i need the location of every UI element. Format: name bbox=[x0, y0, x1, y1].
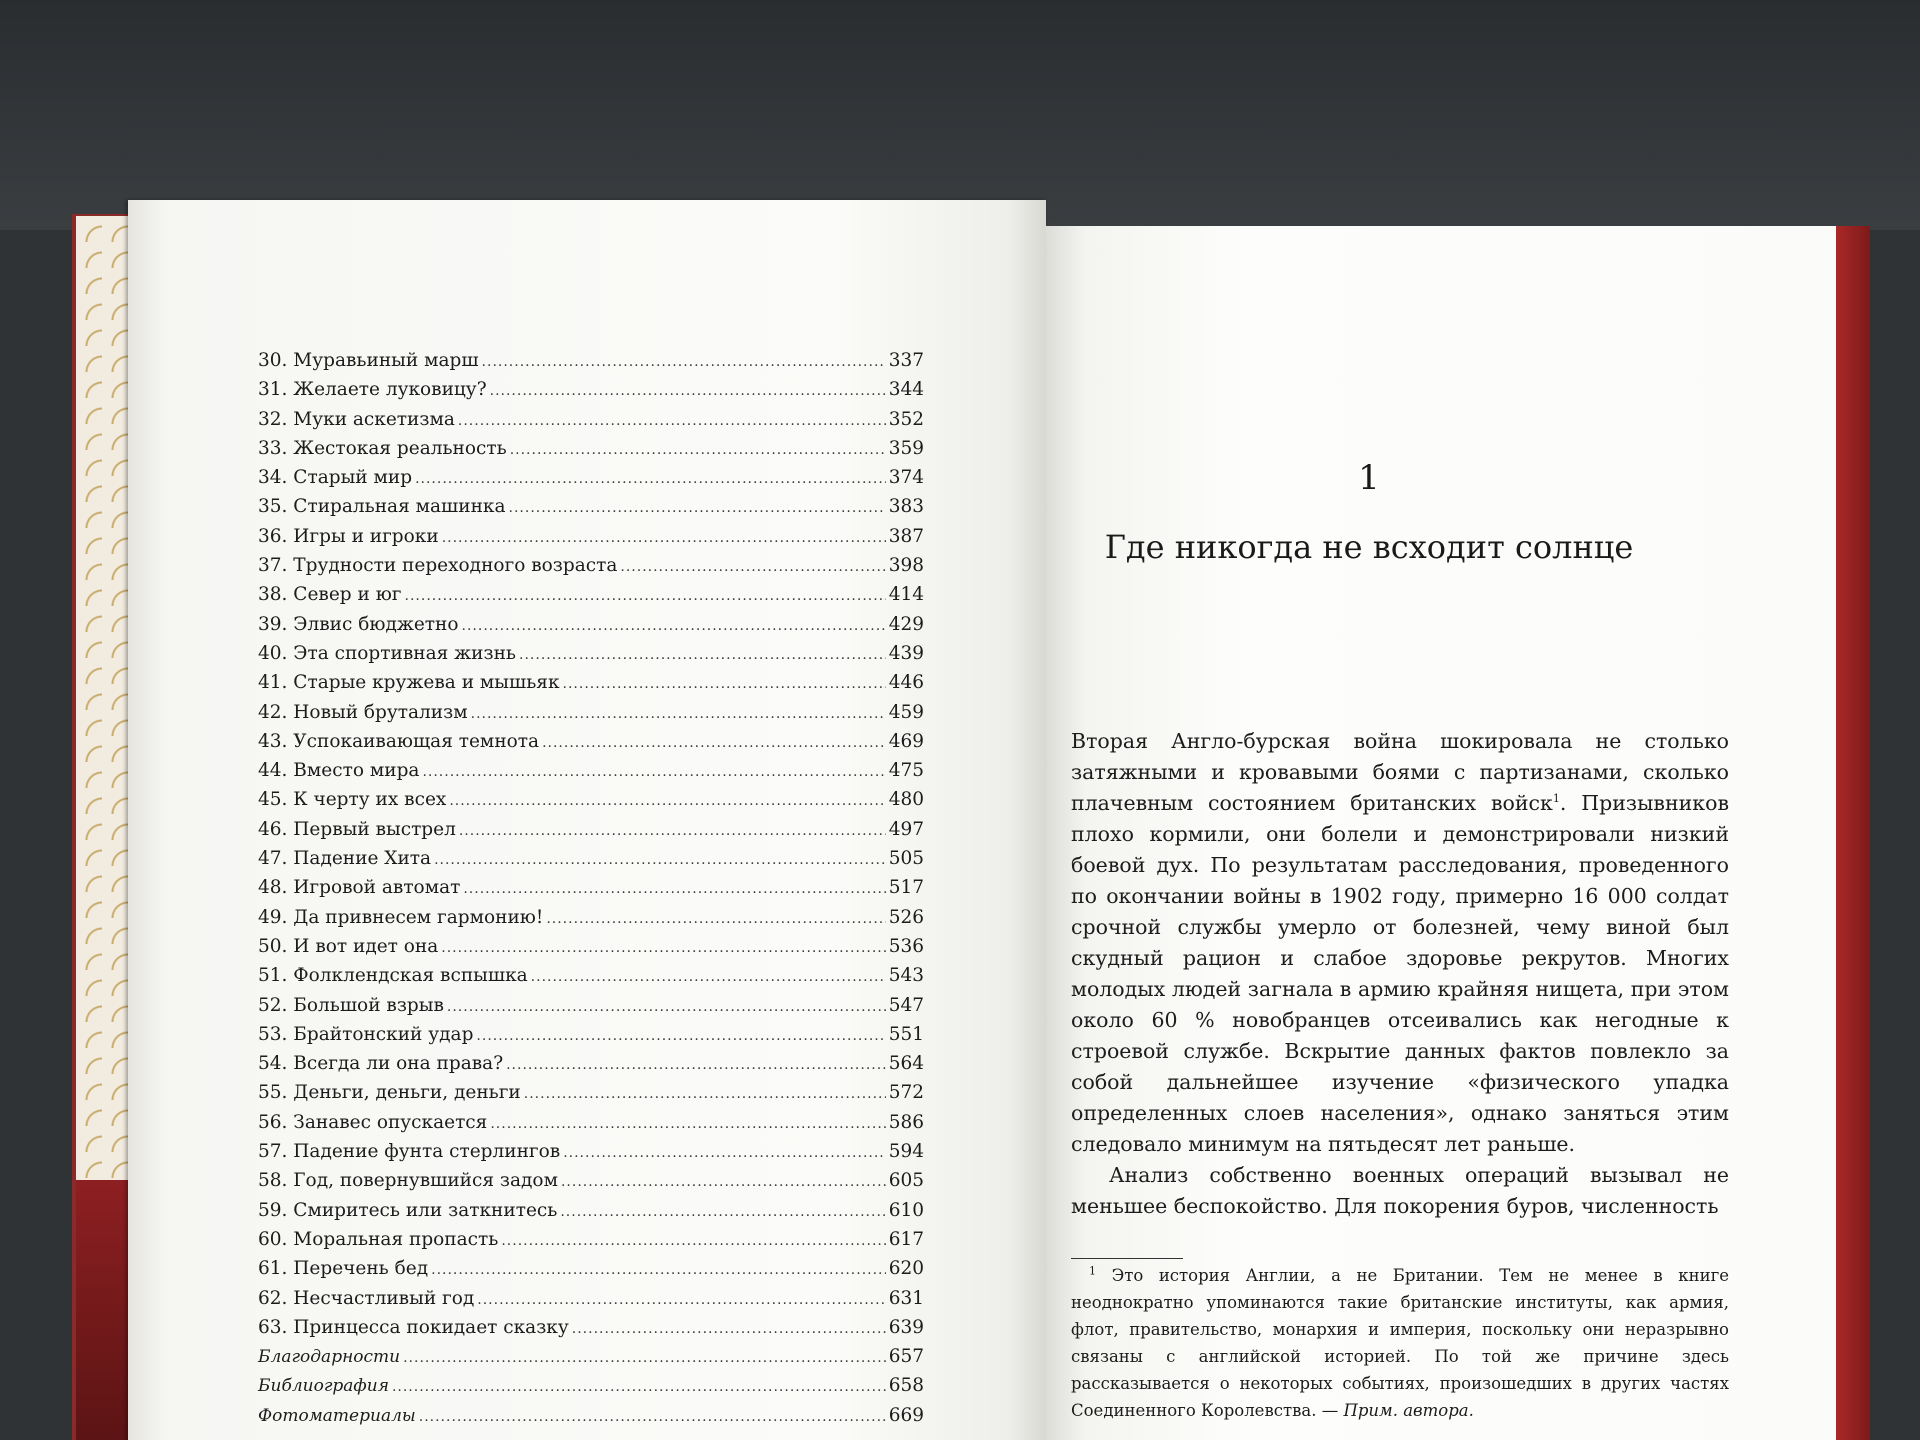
toc-entry-page: 374 bbox=[888, 467, 924, 489]
toc-leader-dots bbox=[563, 676, 886, 692]
toc-entry-page: 639 bbox=[888, 1316, 924, 1338]
toc-entry-title: 49. Да привнесем гармонию! bbox=[258, 906, 544, 928]
footnote-text: Это история Англии, а не Британии. Тем не менее в книге неоднократно упоминаются такие британские институты, как армия, флот, правительство, монархия и империя, поскольку они неразрывно связаны с английской историей. По той же причине здесь рассказывается о некоторых событиях, произошедших в других частях Соединенного Королевства. — bbox=[1071, 1266, 1729, 1420]
toc-leader-dots bbox=[449, 793, 885, 809]
background-shadow bbox=[0, 0, 1920, 230]
toc-entry-page: 398 bbox=[888, 555, 924, 577]
toc-entry-title: 44. Вместо мира bbox=[258, 760, 420, 782]
toc-row bbox=[258, 1024, 924, 1053]
book-cover-right bbox=[1832, 226, 1870, 1440]
toc-entry-title: 57. Падение фунта стерлингов bbox=[258, 1141, 561, 1163]
toc-entry-page: 475 bbox=[888, 760, 924, 782]
toc-leader-dots bbox=[471, 706, 886, 722]
toc-entry-page: 352 bbox=[888, 408, 924, 430]
table-of-contents bbox=[258, 350, 924, 1434]
toc-leader-dots bbox=[506, 1057, 886, 1073]
toc-row bbox=[258, 643, 924, 672]
toc-entry-title: 46. Первый выстрел bbox=[258, 818, 456, 840]
toc-row bbox=[258, 496, 924, 525]
toc-entry-title: 43. Успокаивающая темнота bbox=[258, 730, 540, 752]
toc-entry-title: 63. Принцесса покидает сказку bbox=[258, 1316, 569, 1338]
body-text-segment: . Призывников плохо кормили, они болели и демонстрировали низкий боевой дух. По результатам расследования, проведенного по окончании войны в 1902 году, примерно 16 000 солдат срочной службы умерло от болезней, чему виной был скудный рацион и слабое здоровье рекрутов. Многих молодых людей загнала в армию крайняя нищета, при этом около 60 % новобранцев отсеивались как негодные к строевой службе. Вскрытие данных фактов повлекло за собой дальнейшее изучение «физического упадка определенных слоев населения», однако заняться этим следовало минимум на пятьдесят лет раньше. bbox=[1071, 791, 1729, 1156]
toc-entry-title: 32. Муки аскетизма bbox=[258, 408, 455, 430]
toc-leader-dots bbox=[447, 999, 886, 1015]
toc-row bbox=[258, 965, 924, 994]
toc-entry-page: 657 bbox=[888, 1346, 924, 1368]
toc-leader-dots bbox=[560, 1204, 885, 1220]
toc-entry-page: 669 bbox=[888, 1404, 924, 1426]
toc-entry-page: 517 bbox=[888, 877, 924, 899]
toc-leader-dots bbox=[490, 1116, 885, 1132]
toc-entry-title: 38. Север и юг bbox=[258, 584, 402, 606]
toc-leader-dots bbox=[524, 1086, 886, 1102]
footnote-ref: 1 bbox=[1552, 792, 1560, 806]
toc-entry-page: 439 bbox=[888, 642, 924, 664]
toc-row bbox=[258, 614, 924, 643]
toc-entry-title: 37. Трудности переходного возраста bbox=[258, 555, 618, 577]
toc-entry-page: 526 bbox=[888, 906, 924, 928]
toc-leader-dots bbox=[441, 940, 885, 956]
toc-entry-title: 47. Падение Хита bbox=[258, 848, 432, 870]
toc-row bbox=[258, 1112, 924, 1141]
toc-row bbox=[258, 936, 924, 965]
toc-row bbox=[258, 995, 924, 1024]
toc-entry-title: 51. Фолклендская вспышка bbox=[258, 965, 528, 987]
toc-leader-dots bbox=[422, 764, 885, 780]
toc-entry-title: 50. И вот идет она bbox=[258, 935, 439, 957]
toc-entry-page: 536 bbox=[888, 935, 924, 957]
toc-entry-title: 48. Игровой автомат bbox=[258, 877, 461, 899]
toc-row bbox=[258, 819, 924, 848]
toc-entry-title: 61. Перечень бед bbox=[258, 1258, 429, 1280]
toc-leader-dots bbox=[482, 354, 886, 370]
toc-row bbox=[258, 526, 924, 555]
toc-row bbox=[258, 379, 924, 408]
toc-leader-dots bbox=[563, 1145, 886, 1161]
toc-entry-page: 429 bbox=[888, 613, 924, 635]
toc-entry-page: 337 bbox=[888, 350, 924, 371]
toc-row bbox=[258, 848, 924, 877]
chapter-body bbox=[1071, 726, 1729, 1222]
toc-entry-title: 52. Большой взрыв bbox=[258, 994, 444, 1016]
toc-row bbox=[258, 1375, 924, 1404]
toc-entry-page: 586 bbox=[888, 1111, 924, 1133]
toc-entry-page: 505 bbox=[888, 848, 924, 870]
toc-entry-page: 617 bbox=[888, 1228, 924, 1250]
toc-leader-dots bbox=[561, 1174, 886, 1190]
toc-leader-dots bbox=[546, 911, 885, 927]
toc-entry-page: 551 bbox=[888, 1023, 924, 1045]
toc-leader-dots bbox=[463, 881, 885, 897]
toc-entry-page: 594 bbox=[888, 1141, 924, 1163]
toc-leader-dots bbox=[519, 647, 886, 663]
chapter-number: 1 bbox=[1358, 458, 1380, 498]
toc-entry-title: 53. Брайтонский удар bbox=[258, 1023, 474, 1045]
toc-leader-dots bbox=[490, 383, 886, 399]
toc-row bbox=[258, 877, 924, 906]
toc-leader-dots bbox=[458, 413, 886, 429]
footnote-divider bbox=[1071, 1258, 1183, 1259]
toc-entry-title: 36. Игры и игроки bbox=[258, 525, 439, 547]
toc-entry-page: 446 bbox=[888, 672, 924, 694]
toc-entry-title: 56. Занавес опускается bbox=[258, 1111, 488, 1133]
toc-row bbox=[258, 1053, 924, 1082]
toc-leader-dots bbox=[405, 588, 886, 604]
toc-entry-page: 610 bbox=[888, 1199, 924, 1221]
toc-leader-dots bbox=[415, 471, 886, 487]
toc-row bbox=[258, 1170, 924, 1199]
toc-leader-dots bbox=[531, 969, 886, 985]
toc-entry-page: 658 bbox=[888, 1375, 924, 1397]
toc-entry-title: 39. Элвис бюджетно bbox=[258, 613, 459, 635]
toc-entry-page: 620 bbox=[888, 1258, 924, 1280]
toc-row bbox=[258, 907, 924, 936]
toc-entry-page: 631 bbox=[888, 1287, 924, 1309]
toc-leader-dots bbox=[419, 1409, 886, 1425]
toc-row bbox=[258, 1141, 924, 1170]
toc-entry-title: 45. К черту их всех bbox=[258, 789, 447, 811]
toc-entry-page: 572 bbox=[888, 1082, 924, 1104]
toc-row bbox=[258, 1229, 924, 1258]
toc-leader-dots bbox=[572, 1321, 886, 1337]
toc-row bbox=[258, 350, 924, 379]
body-text-segment: Вторая Англо-бурская война шокировала не столько затяжными и кровавыми боями с партизанами, сколько плачевным состоянием британских войск bbox=[1071, 729, 1729, 815]
toc-entry-page: 497 bbox=[888, 818, 924, 840]
toc-leader-dots bbox=[434, 852, 886, 868]
toc-row bbox=[258, 409, 924, 438]
toc-row bbox=[258, 438, 924, 467]
toc-entry-page: 605 bbox=[888, 1170, 924, 1192]
toc-row bbox=[258, 760, 924, 789]
toc-row bbox=[258, 1317, 924, 1346]
toc-entry-title: 59. Смиритесь или заткнитесь bbox=[258, 1199, 558, 1221]
toc-entry-title: Библиография bbox=[258, 1376, 389, 1397]
toc-entry-page: 564 bbox=[888, 1053, 924, 1075]
toc-entry-title: 58. Год, повернувшийся задом bbox=[258, 1170, 558, 1192]
toc-entry-title: 42. Новый брутализм bbox=[258, 701, 468, 723]
toc-leader-dots bbox=[542, 735, 886, 751]
toc-entry-title: 30. Муравьиный марш bbox=[258, 350, 479, 371]
toc-row bbox=[258, 467, 924, 496]
toc-entry-title: 62. Несчастливый год bbox=[258, 1287, 475, 1309]
toc-row bbox=[258, 1405, 924, 1434]
toc-entry-title: 60. Моральная пропасть bbox=[258, 1228, 499, 1250]
toc-leader-dots bbox=[509, 500, 886, 516]
toc-leader-dots bbox=[442, 530, 886, 546]
toc-entry-title: 41. Старые кружева и мышьяк bbox=[258, 672, 560, 694]
toc-entry-title: 31. Желаете луковицу? bbox=[258, 379, 487, 401]
toc-entry-page: 359 bbox=[888, 437, 924, 459]
toc-entry-page: 543 bbox=[888, 965, 924, 987]
footnote-marker: 1 bbox=[1089, 1264, 1096, 1278]
chapter-title: Где никогда не всходит солнце bbox=[1104, 528, 1634, 566]
toc-leader-dots bbox=[403, 1350, 886, 1366]
toc-entry-title: 54. Всегда ли она права? bbox=[258, 1053, 504, 1075]
toc-row bbox=[258, 672, 924, 701]
toc-leader-dots bbox=[459, 823, 886, 839]
toc-entry-page: 414 bbox=[888, 584, 924, 606]
toc-leader-dots bbox=[501, 1233, 885, 1249]
toc-entry-title: 40. Эта спортивная жизнь bbox=[258, 642, 517, 664]
toc-entry-page: 344 bbox=[888, 379, 924, 401]
toc-leader-dots bbox=[392, 1379, 886, 1395]
footnote-note: Прим. автора. bbox=[1343, 1401, 1474, 1420]
toc-entry-title: Фотоматериалы bbox=[258, 1405, 416, 1426]
toc-entry-title: 33. Жестокая реальность bbox=[258, 437, 507, 459]
toc-row bbox=[258, 584, 924, 613]
toc-leader-dots bbox=[510, 442, 886, 458]
toc-leader-dots bbox=[477, 1292, 885, 1308]
toc-entry-title: 35. Стиральная машинка bbox=[258, 496, 506, 518]
toc-row bbox=[258, 1288, 924, 1317]
toc-entry-title: Благодарности bbox=[258, 1347, 401, 1368]
toc-leader-dots bbox=[431, 1262, 886, 1278]
toc-entry-page: 387 bbox=[888, 525, 924, 547]
toc-row bbox=[258, 1082, 924, 1111]
toc-entry-page: 547 bbox=[888, 994, 924, 1016]
toc-row bbox=[258, 1346, 924, 1375]
toc-row bbox=[258, 555, 924, 584]
toc-entry-page: 480 bbox=[888, 789, 924, 811]
toc-leader-dots bbox=[462, 618, 886, 634]
body-paragraph bbox=[1071, 726, 1729, 1160]
toc-row bbox=[258, 1258, 924, 1287]
toc-leader-dots bbox=[476, 1028, 885, 1044]
toc-row bbox=[258, 789, 924, 818]
toc-row bbox=[258, 731, 924, 760]
toc-entry-page: 383 bbox=[888, 496, 924, 518]
toc-entry-title: 34. Старый мир bbox=[258, 467, 413, 489]
toc-entry-title: 55. Деньги, деньги, деньги bbox=[258, 1082, 521, 1104]
endpaper-red-area bbox=[76, 1180, 128, 1440]
toc-row bbox=[258, 702, 924, 731]
footnote bbox=[1071, 1262, 1729, 1424]
toc-leader-dots bbox=[620, 559, 885, 575]
toc-entry-page: 469 bbox=[888, 730, 924, 752]
toc-row bbox=[258, 1200, 924, 1229]
toc-entry-page: 459 bbox=[888, 701, 924, 723]
body-paragraph: Анализ собственно военных операций вызывал не меньшее беспокойство. Для покорения буров, численность bbox=[1071, 1163, 1729, 1218]
